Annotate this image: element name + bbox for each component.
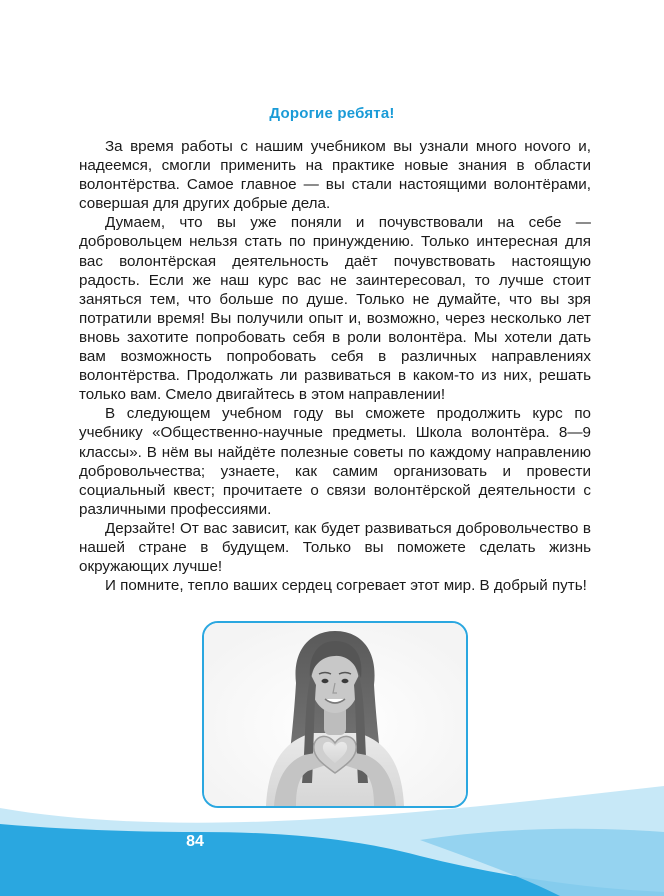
page-title: Дорогие ребята! (269, 105, 395, 122)
paragraph: И помните, тепло ваших сердец согревает этот мир. В добрый путь! (105, 577, 587, 595)
page-number: 84 (186, 833, 204, 850)
paragraph: Думаем, что вы уже поняли и почувствовали на себе — добровольцем нельзя стать по принуждению. Только интересная для вас волонтёрская деятельность даёт почувствовать настоящую радость. Если же наш курс вас не заинтересовал, то лучше стоит заняться тем, что больше по душе. Только не думайте, что вы зря потратили время! Вы получили опыт и, возможно, через несколько лет вновь захотите попробовать себя в роли волонтёра. Мы хотели дать вам возможность попробовать себя в различных направлениях волонтёрства. Продолжать ли развиваться в каком-то из них, решать только вам. Смело двигайтесь в этом направлении! (79, 214, 591, 404)
decorative-wave (0, 780, 664, 896)
paragraph: Дерзайте! От вас зависит, как будет развиваться добровольчество в нашей стране в будущем. Только вы поможете сделать жизнь окружающих лучше! (79, 519, 591, 576)
paragraph: В следующем учебном году вы сможете продолжить курс по учебнику «Общественно-научные предметы. Школа волонтёра. 8—9 классы». В нём вы найдёте полезные советы по каждому направлению добровольчества; узнаете, как самим организовать и провести социальный квест; прочитаете о связи волонтёрской деятельности с различными профессиями. (79, 405, 591, 518)
paragraph: За время работы с нашим учебником вы узнали много ноvого и, надеемся, смогли применить на практике новые знания в области волонтёрства. Самое главное — вы стали настоящими волонтёрами, совершая для других добрые дела. (79, 138, 591, 213)
girl-heart-hands-photo (204, 623, 466, 806)
body-text (79, 137, 591, 595)
